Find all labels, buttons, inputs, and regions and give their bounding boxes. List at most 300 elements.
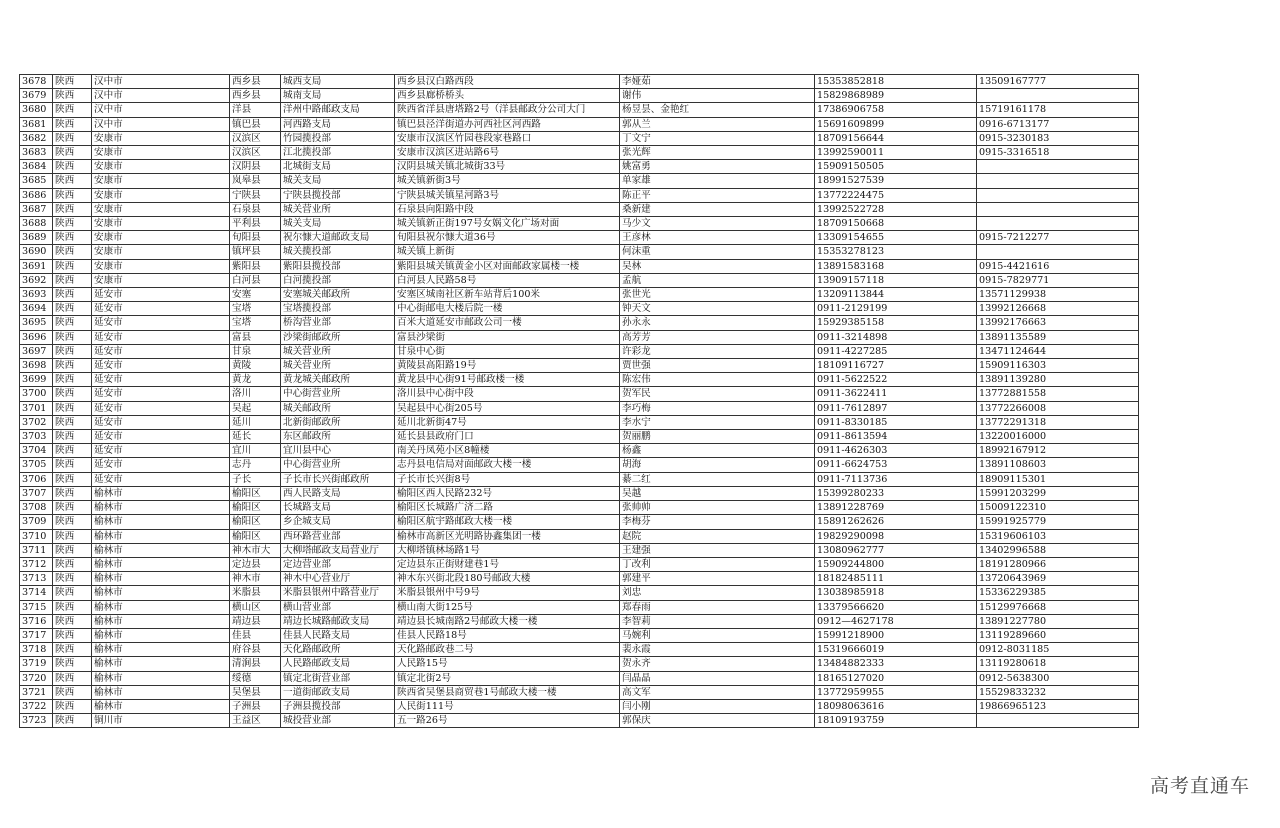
cell-phone1: 18709156644 xyxy=(815,131,977,145)
cell-address: 子长市长兴街8号 xyxy=(395,472,620,486)
cell-city: 延安市 xyxy=(92,387,230,401)
cell-phone2: 15009122310 xyxy=(977,501,1139,515)
cell-phone2: 15909116303 xyxy=(977,359,1139,373)
cell-id: 3712 xyxy=(20,557,53,571)
table-row xyxy=(20,288,1139,302)
cell-branch: 城关营业所 xyxy=(281,202,395,216)
cell-phone1: 13891228769 xyxy=(815,501,977,515)
cell-county: 西乡县 xyxy=(230,75,281,89)
table-row xyxy=(20,543,1139,557)
table-row xyxy=(20,202,1139,216)
cell-phone2: 15319606103 xyxy=(977,529,1139,543)
cell-address: 人民街111号 xyxy=(395,699,620,713)
cell-city: 榆林市 xyxy=(92,515,230,529)
cell-city: 延安市 xyxy=(92,302,230,316)
cell-phone1: 15909244800 xyxy=(815,557,977,571)
table-row xyxy=(20,273,1139,287)
cell-contact: 綦二红 xyxy=(620,472,815,486)
cell-phone1: 18109116727 xyxy=(815,359,977,373)
cell-province: 陕西 xyxy=(53,259,92,273)
cell-id: 3697 xyxy=(20,344,53,358)
cell-branch: 洋州中路邮政支局 xyxy=(281,103,395,117)
cell-phone1: 0911-8613594 xyxy=(815,430,977,444)
cell-county: 富县 xyxy=(230,330,281,344)
cell-phone1: 13992522728 xyxy=(815,202,977,216)
cell-county: 黄龙 xyxy=(230,373,281,387)
cell-branch: 宁陕县揽投部 xyxy=(281,188,395,202)
cell-city: 榆林市 xyxy=(92,543,230,557)
cell-phone1: 13772959955 xyxy=(815,685,977,699)
cell-province: 陕西 xyxy=(53,359,92,373)
cell-province: 陕西 xyxy=(53,316,92,330)
table-row xyxy=(20,259,1139,273)
cell-contact: 杨昱昙、金艳红 xyxy=(620,103,815,117)
cell-contact: 贺军民 xyxy=(620,387,815,401)
cell-county: 延川 xyxy=(230,415,281,429)
cell-province: 陕西 xyxy=(53,543,92,557)
cell-phone1: 17386906758 xyxy=(815,103,977,117)
cell-phone2: 15719161178 xyxy=(977,103,1139,117)
cell-id: 3716 xyxy=(20,614,53,628)
cell-city: 安康市 xyxy=(92,259,230,273)
cell-id: 3691 xyxy=(20,259,53,273)
table-row xyxy=(20,501,1139,515)
cell-id: 3703 xyxy=(20,430,53,444)
cell-branch: 米脂县银州中路营业厅 xyxy=(281,586,395,600)
cell-branch: 一道街邮政支局 xyxy=(281,685,395,699)
cell-city: 安康市 xyxy=(92,245,230,259)
cell-phone2 xyxy=(977,714,1139,728)
cell-address: 横山南大街125号 xyxy=(395,600,620,614)
cell-province: 陕西 xyxy=(53,103,92,117)
cell-phone1: 0911-3214898 xyxy=(815,330,977,344)
cell-county: 岚皋县 xyxy=(230,174,281,188)
cell-phone2: 18909115301 xyxy=(977,472,1139,486)
table-row xyxy=(20,302,1139,316)
cell-address: 百米大道延安市邮政公司一楼 xyxy=(395,316,620,330)
cell-branch: 西环路营业部 xyxy=(281,529,395,543)
cell-address: 洛川县中心街中段 xyxy=(395,387,620,401)
cell-branch: 子长市长兴街邮政所 xyxy=(281,472,395,486)
cell-city: 榆林市 xyxy=(92,685,230,699)
cell-id: 3692 xyxy=(20,273,53,287)
cell-city: 汉中市 xyxy=(92,103,230,117)
cell-contact: 丁改利 xyxy=(620,557,815,571)
cell-contact: 贾世强 xyxy=(620,359,815,373)
cell-contact: 吴林 xyxy=(620,259,815,273)
cell-city: 榆林市 xyxy=(92,586,230,600)
cell-phone2: 13509167777 xyxy=(977,75,1139,89)
table-row xyxy=(20,103,1139,117)
cell-city: 延安市 xyxy=(92,472,230,486)
cell-address: 定边县东正街财建巷1号 xyxy=(395,557,620,571)
cell-branch: 靖边长城路邮政支局 xyxy=(281,614,395,628)
cell-province: 陕西 xyxy=(53,302,92,316)
cell-county: 子长 xyxy=(230,472,281,486)
cell-city: 汉中市 xyxy=(92,75,230,89)
cell-city: 延安市 xyxy=(92,444,230,458)
cell-address: 吴起县中心街205号 xyxy=(395,401,620,415)
table-row xyxy=(20,600,1139,614)
cell-address: 靖边县长城南路2号邮政大楼一楼 xyxy=(395,614,620,628)
cell-branch: 长城路支局 xyxy=(281,501,395,515)
table-row xyxy=(20,174,1139,188)
table-row xyxy=(20,628,1139,642)
cell-id: 3680 xyxy=(20,103,53,117)
cell-id: 3689 xyxy=(20,231,53,245)
cell-contact: 贺永齐 xyxy=(620,657,815,671)
table-row xyxy=(20,458,1139,472)
cell-county: 吴堡县 xyxy=(230,685,281,699)
cell-branch: 北城街支局 xyxy=(281,160,395,174)
cell-phone2 xyxy=(977,188,1139,202)
cell-county: 米脂县 xyxy=(230,586,281,600)
cell-phone2: 13220016000 xyxy=(977,430,1139,444)
cell-phone1: 0911-2129199 xyxy=(815,302,977,316)
cell-id: 3701 xyxy=(20,401,53,415)
cell-branch: 神木中心营业厅 xyxy=(281,572,395,586)
cell-county: 榆阳区 xyxy=(230,501,281,515)
cell-address: 安康市汉滨区竹园巷段家巷路口 xyxy=(395,131,620,145)
cell-address: 城关镇新正街197号女娲文化广场对面 xyxy=(395,217,620,231)
cell-phone1: 13379566620 xyxy=(815,600,977,614)
cell-phone2: 0915-7829771 xyxy=(977,273,1139,287)
cell-id: 3681 xyxy=(20,117,53,131)
cell-address: 西乡县廊桥桥头 xyxy=(395,89,620,103)
cell-branch: 镇定北街营业部 xyxy=(281,671,395,685)
cell-county: 镇巴县 xyxy=(230,117,281,131)
cell-contact: 赵院 xyxy=(620,529,815,543)
table-row xyxy=(20,685,1139,699)
cell-branch: 宜川县中心 xyxy=(281,444,395,458)
cell-city: 安康市 xyxy=(92,202,230,216)
cell-province: 陕西 xyxy=(53,685,92,699)
cell-id: 3715 xyxy=(20,600,53,614)
cell-phone1: 18182485111 xyxy=(815,572,977,586)
cell-province: 陕西 xyxy=(53,444,92,458)
cell-phone1: 0911-4626303 xyxy=(815,444,977,458)
cell-contact: 孟航 xyxy=(620,273,815,287)
cell-id: 3687 xyxy=(20,202,53,216)
table-row xyxy=(20,486,1139,500)
cell-contact: 张光辉 xyxy=(620,146,815,160)
cell-contact: 王建强 xyxy=(620,543,815,557)
cell-branch: 河西路支局 xyxy=(281,117,395,131)
cell-phone1: 13772224475 xyxy=(815,188,977,202)
cell-city: 安康市 xyxy=(92,188,230,202)
cell-id: 3685 xyxy=(20,174,53,188)
cell-branch: 白河揽投部 xyxy=(281,273,395,287)
cell-address: 米脂县银州中号9号 xyxy=(395,586,620,600)
cell-phone2: 13571129938 xyxy=(977,288,1139,302)
cell-id: 3683 xyxy=(20,146,53,160)
cell-address: 延长县县政府门口 xyxy=(395,430,620,444)
cell-phone1: 13891583168 xyxy=(815,259,977,273)
table-row xyxy=(20,515,1139,529)
cell-phone2: 15129976668 xyxy=(977,600,1139,614)
cell-contact: 胡海 xyxy=(620,458,815,472)
cell-county: 汉阴县 xyxy=(230,160,281,174)
cell-county: 志丹 xyxy=(230,458,281,472)
cell-contact: 李智莉 xyxy=(620,614,815,628)
cell-phone2: 0912-5638300 xyxy=(977,671,1139,685)
cell-phone1: 19829290098 xyxy=(815,529,977,543)
cell-phone2: 13891135589 xyxy=(977,330,1139,344)
cell-id: 3710 xyxy=(20,529,53,543)
cell-address: 城关镇上新街 xyxy=(395,245,620,259)
cell-county: 榆阳区 xyxy=(230,486,281,500)
cell-phone1: 15991218900 xyxy=(815,628,977,642)
table-row xyxy=(20,557,1139,571)
cell-phone1: 13309154655 xyxy=(815,231,977,245)
cell-contact: 李梅芬 xyxy=(620,515,815,529)
cell-county: 延长 xyxy=(230,430,281,444)
cell-phone1: 15691609899 xyxy=(815,117,977,131)
cell-city: 延安市 xyxy=(92,316,230,330)
cell-city: 榆林市 xyxy=(92,557,230,571)
cell-address: 镇巴县泾洋街道办河西社区河西路 xyxy=(395,117,620,131)
cell-county: 汉滨区 xyxy=(230,146,281,160)
cell-province: 陕西 xyxy=(53,160,92,174)
cell-province: 陕西 xyxy=(53,515,92,529)
cell-id: 3699 xyxy=(20,373,53,387)
cell-address: 天化路邮政巷二号 xyxy=(395,643,620,657)
cell-city: 延安市 xyxy=(92,288,230,302)
cell-branch: 城关营业所 xyxy=(281,359,395,373)
cell-phone1: 13992590011 xyxy=(815,146,977,160)
cell-phone2: 0912-8031185 xyxy=(977,643,1139,657)
cell-province: 陕西 xyxy=(53,657,92,671)
cell-county: 甘泉 xyxy=(230,344,281,358)
watermark-text: 高考直通车 xyxy=(1149,775,1250,797)
cell-city: 安康市 xyxy=(92,273,230,287)
cell-province: 陕西 xyxy=(53,472,92,486)
cell-address: 神木东兴街北段180号邮政大楼 xyxy=(395,572,620,586)
cell-county: 绥德 xyxy=(230,671,281,685)
cell-province: 陕西 xyxy=(53,699,92,713)
table-row xyxy=(20,430,1139,444)
cell-phone2: 13720643969 xyxy=(977,572,1139,586)
cell-contact: 钟天文 xyxy=(620,302,815,316)
cell-province: 陕西 xyxy=(53,174,92,188)
cell-phone1: 0911-7113736 xyxy=(815,472,977,486)
cell-city: 安康市 xyxy=(92,231,230,245)
cell-contact: 高文军 xyxy=(620,685,815,699)
cell-contact: 刘忠 xyxy=(620,586,815,600)
cell-phone2: 18992167912 xyxy=(977,444,1139,458)
cell-city: 安康市 xyxy=(92,160,230,174)
cell-branch: 竹园揽投部 xyxy=(281,131,395,145)
table-row xyxy=(20,387,1139,401)
table-row xyxy=(20,188,1139,202)
table-row xyxy=(20,217,1139,231)
cell-address: 黄龙县中心街91号邮政楼一楼 xyxy=(395,373,620,387)
cell-province: 陕西 xyxy=(53,458,92,472)
cell-address: 大柳塔镇林场路1号 xyxy=(395,543,620,557)
cell-address: 陕西省洋县唐塔路2号（洋县邮政分公司大门 xyxy=(395,103,620,117)
cell-province: 陕西 xyxy=(53,387,92,401)
cell-id: 3718 xyxy=(20,643,53,657)
cell-branch: 乡企城支局 xyxy=(281,515,395,529)
table-row xyxy=(20,344,1139,358)
cell-phone1: 15399280233 xyxy=(815,486,977,500)
cell-phone2: 13402996588 xyxy=(977,543,1139,557)
cell-branch: 人民路邮政支局 xyxy=(281,657,395,671)
cell-branch: 江北揽投部 xyxy=(281,146,395,160)
cell-branch: 城关邮政所 xyxy=(281,401,395,415)
cell-province: 陕西 xyxy=(53,529,92,543)
table-row xyxy=(20,529,1139,543)
cell-phone2: 0915-4421616 xyxy=(977,259,1139,273)
cell-city: 汉中市 xyxy=(92,117,230,131)
cell-phone2 xyxy=(977,89,1139,103)
cell-phone1: 15353278123 xyxy=(815,245,977,259)
cell-phone1: 13909157118 xyxy=(815,273,977,287)
cell-phone1: 0912—4627178 xyxy=(815,614,977,628)
cell-phone1: 15353852818 xyxy=(815,75,977,89)
cell-phone2 xyxy=(977,245,1139,259)
cell-city: 延安市 xyxy=(92,458,230,472)
cell-id: 3709 xyxy=(20,515,53,529)
cell-city: 延安市 xyxy=(92,415,230,429)
cell-county: 府谷县 xyxy=(230,643,281,657)
cell-branch: 黄龙城关邮政所 xyxy=(281,373,395,387)
cell-county: 安塞 xyxy=(230,288,281,302)
cell-id: 3695 xyxy=(20,316,53,330)
cell-address: 汉阴县城关镇北城街33号 xyxy=(395,160,620,174)
cell-id: 3717 xyxy=(20,628,53,642)
cell-province: 陕西 xyxy=(53,557,92,571)
cell-county: 镇坪县 xyxy=(230,245,281,259)
cell-address: 白河县人民路58号 xyxy=(395,273,620,287)
cell-id: 3713 xyxy=(20,572,53,586)
cell-contact: 桑新建 xyxy=(620,202,815,216)
cell-branch: 城西支局 xyxy=(281,75,395,89)
cell-county: 佳县 xyxy=(230,628,281,642)
cell-branch: 城关支局 xyxy=(281,174,395,188)
cell-branch: 祝尔慷大道邮政支局 xyxy=(281,231,395,245)
cell-address: 五一路26号 xyxy=(395,714,620,728)
cell-address: 人民路15号 xyxy=(395,657,620,671)
cell-id: 3714 xyxy=(20,586,53,600)
table-row xyxy=(20,699,1139,713)
cell-branch: 定边营业部 xyxy=(281,557,395,571)
cell-address: 志丹县电信局对面邮政大楼一楼 xyxy=(395,458,620,472)
cell-phone2: 13119289660 xyxy=(977,628,1139,642)
cell-phone1: 0911-4227285 xyxy=(815,344,977,358)
cell-phone2: 13891108603 xyxy=(977,458,1139,472)
cell-province: 陕西 xyxy=(53,600,92,614)
cell-province: 陕西 xyxy=(53,231,92,245)
cell-city: 榆林市 xyxy=(92,529,230,543)
cell-address: 佳县人民路18号 xyxy=(395,628,620,642)
cell-county: 宝塔 xyxy=(230,316,281,330)
cell-phone2: 0916-6713177 xyxy=(977,117,1139,131)
cell-contact: 张世光 xyxy=(620,288,815,302)
table-row xyxy=(20,117,1139,131)
cell-county: 王益区 xyxy=(230,714,281,728)
cell-province: 陕西 xyxy=(53,288,92,302)
cell-phone2: 0915-3316518 xyxy=(977,146,1139,160)
cell-address: 安康市汉滨区进站路6号 xyxy=(395,146,620,160)
cell-phone2: 15529833232 xyxy=(977,685,1139,699)
cell-phone2: 13119280618 xyxy=(977,657,1139,671)
cell-branch: 子洲县揽投部 xyxy=(281,699,395,713)
cell-contact: 杨鑫 xyxy=(620,444,815,458)
cell-contact: 李水宁 xyxy=(620,415,815,429)
cell-city: 汉中市 xyxy=(92,89,230,103)
cell-province: 陕西 xyxy=(53,486,92,500)
cell-province: 陕西 xyxy=(53,373,92,387)
cell-contact: 马婉利 xyxy=(620,628,815,642)
cell-phone1: 13209113844 xyxy=(815,288,977,302)
cell-county: 宜川 xyxy=(230,444,281,458)
cell-county: 榆阳区 xyxy=(230,529,281,543)
cell-phone2: 13992176663 xyxy=(977,316,1139,330)
cell-province: 陕西 xyxy=(53,643,92,657)
cell-branch: 城关揽投部 xyxy=(281,245,395,259)
table-row xyxy=(20,671,1139,685)
cell-county: 子洲县 xyxy=(230,699,281,713)
cell-contact: 丁文宁 xyxy=(620,131,815,145)
cell-phone1: 13484882333 xyxy=(815,657,977,671)
cell-address: 安塞区城南社区新车站背后100米 xyxy=(395,288,620,302)
cell-id: 3694 xyxy=(20,302,53,316)
cell-contact: 贺丽鹏 xyxy=(620,430,815,444)
table-row xyxy=(20,444,1139,458)
cell-phone1: 15909150505 xyxy=(815,160,977,174)
cell-branch: 西人民路支局 xyxy=(281,486,395,500)
cell-phone1: 0911-6624753 xyxy=(815,458,977,472)
cell-county: 洛川 xyxy=(230,387,281,401)
cell-address: 石泉县向阳路中段 xyxy=(395,202,620,216)
cell-contact: 吴越 xyxy=(620,486,815,500)
table-row xyxy=(20,373,1139,387)
data-table xyxy=(19,74,1139,728)
cell-province: 陕西 xyxy=(53,146,92,160)
cell-city: 榆林市 xyxy=(92,614,230,628)
cell-phone2 xyxy=(977,160,1139,174)
cell-city: 安康市 xyxy=(92,217,230,231)
cell-address: 榆阳区西人民路232号 xyxy=(395,486,620,500)
cell-id: 3702 xyxy=(20,415,53,429)
cell-address: 黄陵县高阳路19号 xyxy=(395,359,620,373)
cell-county: 清涧县 xyxy=(230,657,281,671)
cell-id: 3678 xyxy=(20,75,53,89)
cell-phone1: 18165127020 xyxy=(815,671,977,685)
cell-province: 陕西 xyxy=(53,628,92,642)
cell-address: 城关镇新街3号 xyxy=(395,174,620,188)
cell-province: 陕西 xyxy=(53,614,92,628)
cell-branch: 城关营业所 xyxy=(281,344,395,358)
table-row xyxy=(20,160,1139,174)
cell-phone2: 15991203299 xyxy=(977,486,1139,500)
cell-city: 安康市 xyxy=(92,174,230,188)
cell-branch: 横山营业部 xyxy=(281,600,395,614)
cell-county: 吴起 xyxy=(230,401,281,415)
cell-contact: 郭建平 xyxy=(620,572,815,586)
cell-id: 3723 xyxy=(20,714,53,728)
cell-province: 陕西 xyxy=(53,89,92,103)
cell-phone2: 13992126668 xyxy=(977,302,1139,316)
cell-county: 平利县 xyxy=(230,217,281,231)
cell-address: 榆阳区航宇路邮政大楼一楼 xyxy=(395,515,620,529)
cell-county: 黄陵 xyxy=(230,359,281,373)
cell-province: 陕西 xyxy=(53,188,92,202)
cell-county: 靖边县 xyxy=(230,614,281,628)
cell-province: 陕西 xyxy=(53,117,92,131)
table-row xyxy=(20,472,1139,486)
